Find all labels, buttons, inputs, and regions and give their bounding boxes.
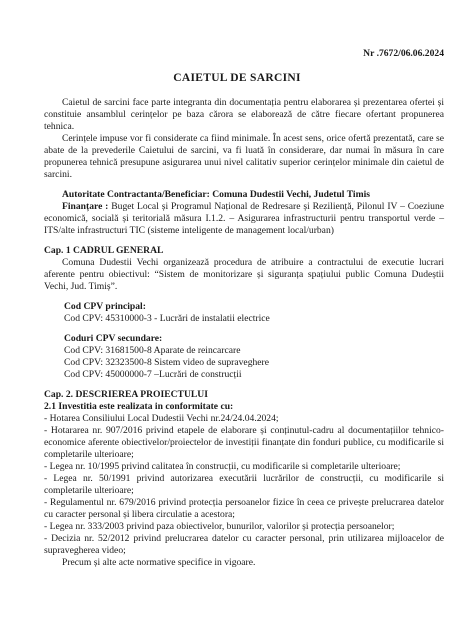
legal-item: - Hotararea nr. 907/2016 privind etapele de elaborare și conținutul-cadru al documentațiilor tehnico-economice aferente obiectivelor/proiectelor de investiții finanțate din fonduri publice, cu modificarile si completarile ulterioare; [44, 425, 444, 460]
cpv-main-heading: Cod CPV principal: [64, 301, 146, 312]
cpv-secondary-line: Cod CPV: 32323500-8 Sistem video de supraveghere [64, 357, 269, 368]
financing-text: Buget Local și Programul Național de Redresare și Reziliență, Pilonul IV – Coeziune economică, socială și teritorială măsura I.1.2. – Asigurarea infrastructurii pentru transportul verde – ITS/alte infrastructuri TIC (sisteme inteligente de management local/urban) [44, 201, 445, 236]
legal-item: - Legea nr. 333/2003 privind paza obiectivelor, bunurilor, valorilor și protecția persoanelor; [44, 521, 395, 532]
legal-item: - Hotarea Consiliului Local Dudestii Vechi nr.24/24.04.2024; [44, 413, 279, 424]
authority-line: Autoritate Contractanta/Beneficiar: Comuna Dudestii Vechi, Judetul Timis [62, 189, 370, 200]
document-number: Nr .7672/06.06.2024 [363, 48, 444, 59]
legal-item: - Regulamentul nr. 679/2016 privind protecția persoanelor fizice în ceea ce privește prelucrarea datelor cu caracter personal și libera circulatie a acestora; [44, 497, 444, 520]
cap1-heading: Cap. 1 CADRUL GENERAL [44, 245, 164, 256]
legal-item: - Legea nr. 50/1991 privind autorizarea executării lucrărilor de construcții, cu modificarile si completarile ulterioare; [44, 473, 444, 496]
cpv-secondary-line: Cod CPV: 45000000-7 –Lucrări de construcții [64, 369, 242, 380]
intro-paragraph-2: Cerințele impuse vor fi considerate ca fiind minimale. În acest sens, orice ofertă prezentată, care se abate de la prevederile Caietului de sarcini, va fi luată în considerare, dar numai în măsura în care propunerea tehnică presupune asigurarea unui nivel calitativ superior cerințelor minimale din caietul de sarcini. [44, 133, 444, 180]
cap2-heading: Cap. 2. DESCRIEREA PROIECTULUI [44, 389, 208, 400]
cap1-text: Comuna Dudestii Vechi organizează procedura de atribuire a contractului de executie lucrari aferente pentru obiectivul: “Sistem de monitorizare și siguranța spațiului public Comuna Dudeștii Vechi, Jud. Timiș”. [44, 257, 444, 292]
financing-paragraph [44, 201, 444, 237]
closing-line: Precum și alte acte normative specifice in vigoare. [62, 557, 256, 568]
cpv-secondary-line: Cod CPV: 31681500-8 Aparate de reincarcare [64, 345, 241, 356]
legal-item: - Legea nr. 10/1995 privind calitatea în construcții, cu modificarile si completarile ulterioare; [44, 461, 401, 472]
document-title: CAIETUL DE SARCINI [173, 72, 301, 84]
cpv-secondary-heading: Coduri CPV secundare: [64, 333, 163, 344]
legal-item: - Decizia nr. 52/2012 privind prelucrarea datelor cu caracter personal, prin utilizarea mijloacelor de supravegherea video; [44, 533, 444, 556]
intro-paragraph-1: Caietul de sarcini face parte integranta din documentația pentru elaborarea și prezentarea ofertei și constituie ansamblul cerințelor pe baza cărora se elaborează de către fiecare ofertant propunerea tehnica. [44, 97, 444, 132]
cap2-subheading: 2.1 Investitia este realizata in conformitate cu: [44, 401, 234, 412]
document-body [44, 97, 444, 569]
cpv-main-line: Cod CPV: 45310000-3 - Lucrări de instalatii electrice [64, 313, 270, 324]
financing-label: Finanțare : [62, 201, 109, 212]
